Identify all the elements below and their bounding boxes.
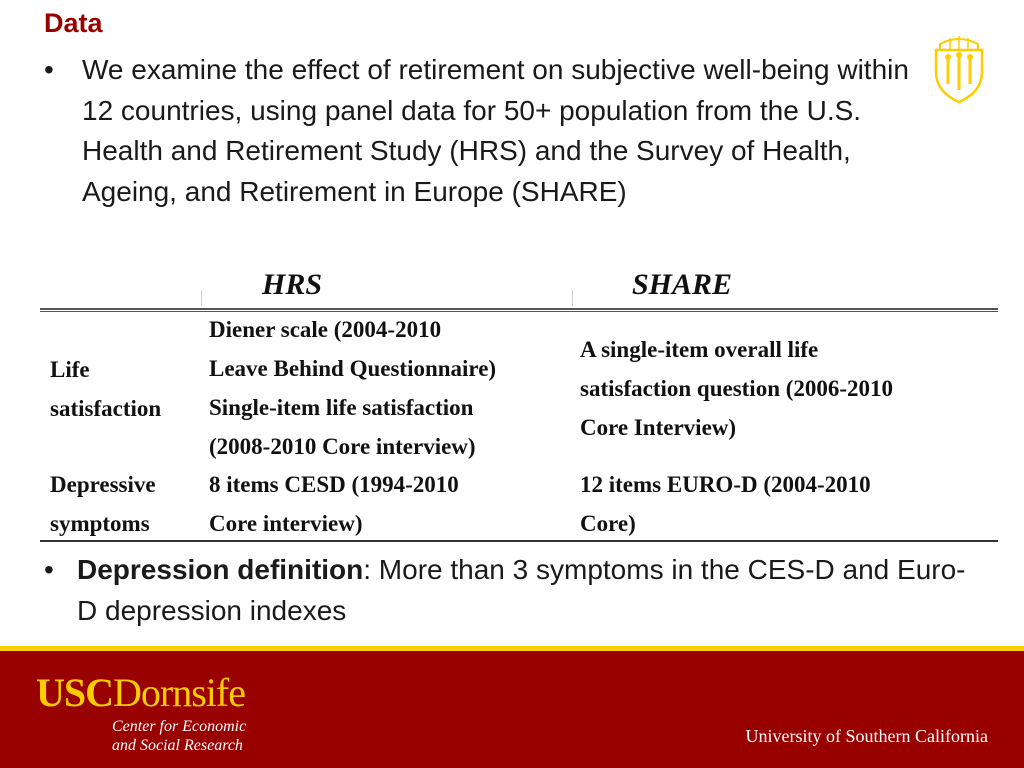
- cell-share-depressive-symptoms: 12 items EURO-D (2004-2010 Core): [580, 472, 871, 536]
- logo-dornsife-text: Dornsife: [113, 670, 245, 715]
- logo-usc-text: USC: [36, 670, 114, 715]
- definition-term: Depression definition: [77, 554, 364, 585]
- intro-bullet-list: [44, 50, 944, 212]
- definition-bullet: [44, 550, 977, 631]
- slide-title: Data: [44, 8, 103, 38]
- usc-seal-icon: [930, 36, 988, 104]
- column-divider: [201, 290, 202, 306]
- cell-hrs-depressive-symptoms: 8 items CESD (1994-2010 Core interview): [209, 472, 459, 536]
- row-label-depressive-symptoms: Depressive symptoms: [50, 472, 156, 536]
- cell-hrs-life-satisfaction: Diener scale (2004-2010 Leave Behind Questionnaire) Single-item life satisfaction (2008-2010 Core interview): [209, 317, 497, 459]
- table-bottom-rule: [40, 540, 998, 542]
- university-name: University of Southern California: [745, 726, 988, 746]
- bullet-marker: •: [44, 554, 54, 585]
- definition-text: : More than 3 symptoms in the CES-D and Euro-D depression indexes: [77, 554, 966, 626]
- usc-dornsife-logo[interactable]: [36, 670, 245, 715]
- center-name: Center for Economic and Social Research: [112, 718, 247, 754]
- row-label-life-satisfaction: Life satisfaction: [50, 357, 162, 421]
- column-divider: [572, 290, 573, 306]
- column-header-hrs: HRS: [262, 268, 323, 301]
- intro-bullet-text: We examine the effect of retirement on subjective well-being within 12 countries, using panel data for 50+ population from the U.S. Health and Retirement Study (HRS) and the Survey of Health, Ageing, and Retirement in Europe (SHARE): [82, 54, 909, 207]
- table-header-row: [0, 262, 1000, 308]
- column-header-share: SHARE: [632, 268, 733, 301]
- footer-bar: [0, 651, 1024, 768]
- bullet-marker: •: [44, 54, 54, 85]
- cell-share-life-satisfaction: A single-item overall life satisfaction question (2006-2010 Core Interview): [580, 337, 894, 440]
- intro-bullet: [44, 50, 944, 212]
